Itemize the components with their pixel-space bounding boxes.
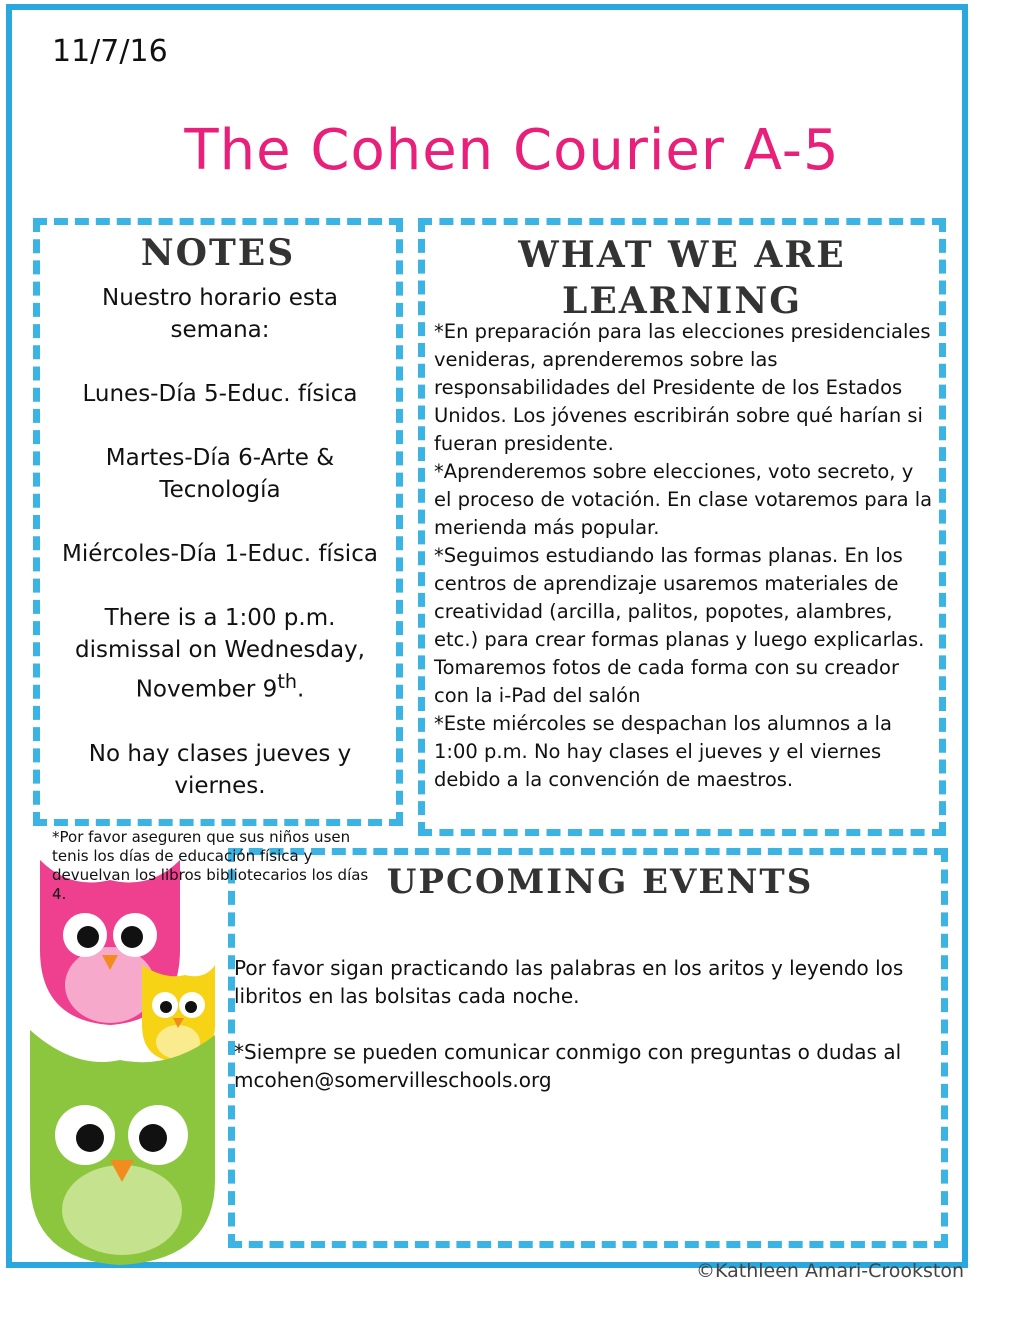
- notes-heading: NOTES: [140, 232, 296, 274]
- learning-item: *Este miércoles se despachan los alumnos a la 1:00 p.m. No hay clases el jueves y el viernes debido a la convención de maestros.: [434, 712, 892, 791]
- footnote: *Por favor aseguren que sus niños usen tenis los días de educación física y devuelvan los libros bibliotecarios los días 4.: [52, 828, 369, 903]
- events-heading: UPCOMING EVENTS: [386, 862, 814, 902]
- learning-heading-line2: LEARNING: [562, 280, 802, 322]
- event-item: Por favor sigan practicando las palabras en los aritos y leyendo los libritos en las bolsitas cada noche.: [234, 956, 904, 1008]
- schedule-monday: Lunes-Día 5-Educ. física: [82, 381, 358, 407]
- learning-heading: [418, 232, 946, 324]
- learning-item: *Aprenderemos sobre elecciones, voto secreto, y el proceso de votación. En clase votaremos para la merienda más popular.: [434, 460, 933, 539]
- dismissal-sup: th: [277, 670, 297, 693]
- schedule-intro: Nuestro horario esta semana:: [102, 285, 338, 343]
- notes-content: [55, 282, 385, 834]
- learning-item: *En preparación para las elecciones presidenciales venideras, aprenderemos sobre las responsabilidades del Presidente de los Estados Unidos. Los jóvenes escribirán sobre qué harían si fueran presidente.: [434, 320, 931, 455]
- dismissal-end: .: [296, 676, 305, 703]
- events-content: [234, 954, 934, 1122]
- learning-item: *Seguimos estudiando las formas planas. En los centros de aprendizaje usaremos materiales de creatividad (arcilla, palitos, popotes, alambres, etc.) para crear formas planas y luego explicarlas. Tomaremos fotos de cada forma con su creador con la i-Pad del salón: [434, 544, 925, 707]
- newsletter-title: The Cohen Courier A-5: [184, 118, 840, 183]
- date: 11/7/16: [52, 34, 168, 69]
- learning-heading-line1: WHAT WE ARE: [518, 234, 846, 276]
- green-owl-icon: [30, 1030, 215, 1265]
- event-item: *Siempre se pueden comunicar conmigo con preguntas o dudas al mcohen@somervilleschools.org: [234, 1040, 902, 1092]
- dismissal-note: [55, 602, 385, 706]
- copyright: ©Kathleen Amari-Crookston: [696, 1260, 965, 1282]
- no-class-note: No hay clases jueves y viernes.: [88, 740, 352, 799]
- schedule-tuesday: Martes-Día 6-Arte & Tecnología: [105, 445, 335, 503]
- dismissal-text: There is a 1:00 p.m. dismissal on Wednesday, November 9: [75, 605, 365, 703]
- learning-content: [434, 318, 936, 794]
- schedule-wednesday: Miércoles-Día 1-Educ. física: [62, 541, 378, 567]
